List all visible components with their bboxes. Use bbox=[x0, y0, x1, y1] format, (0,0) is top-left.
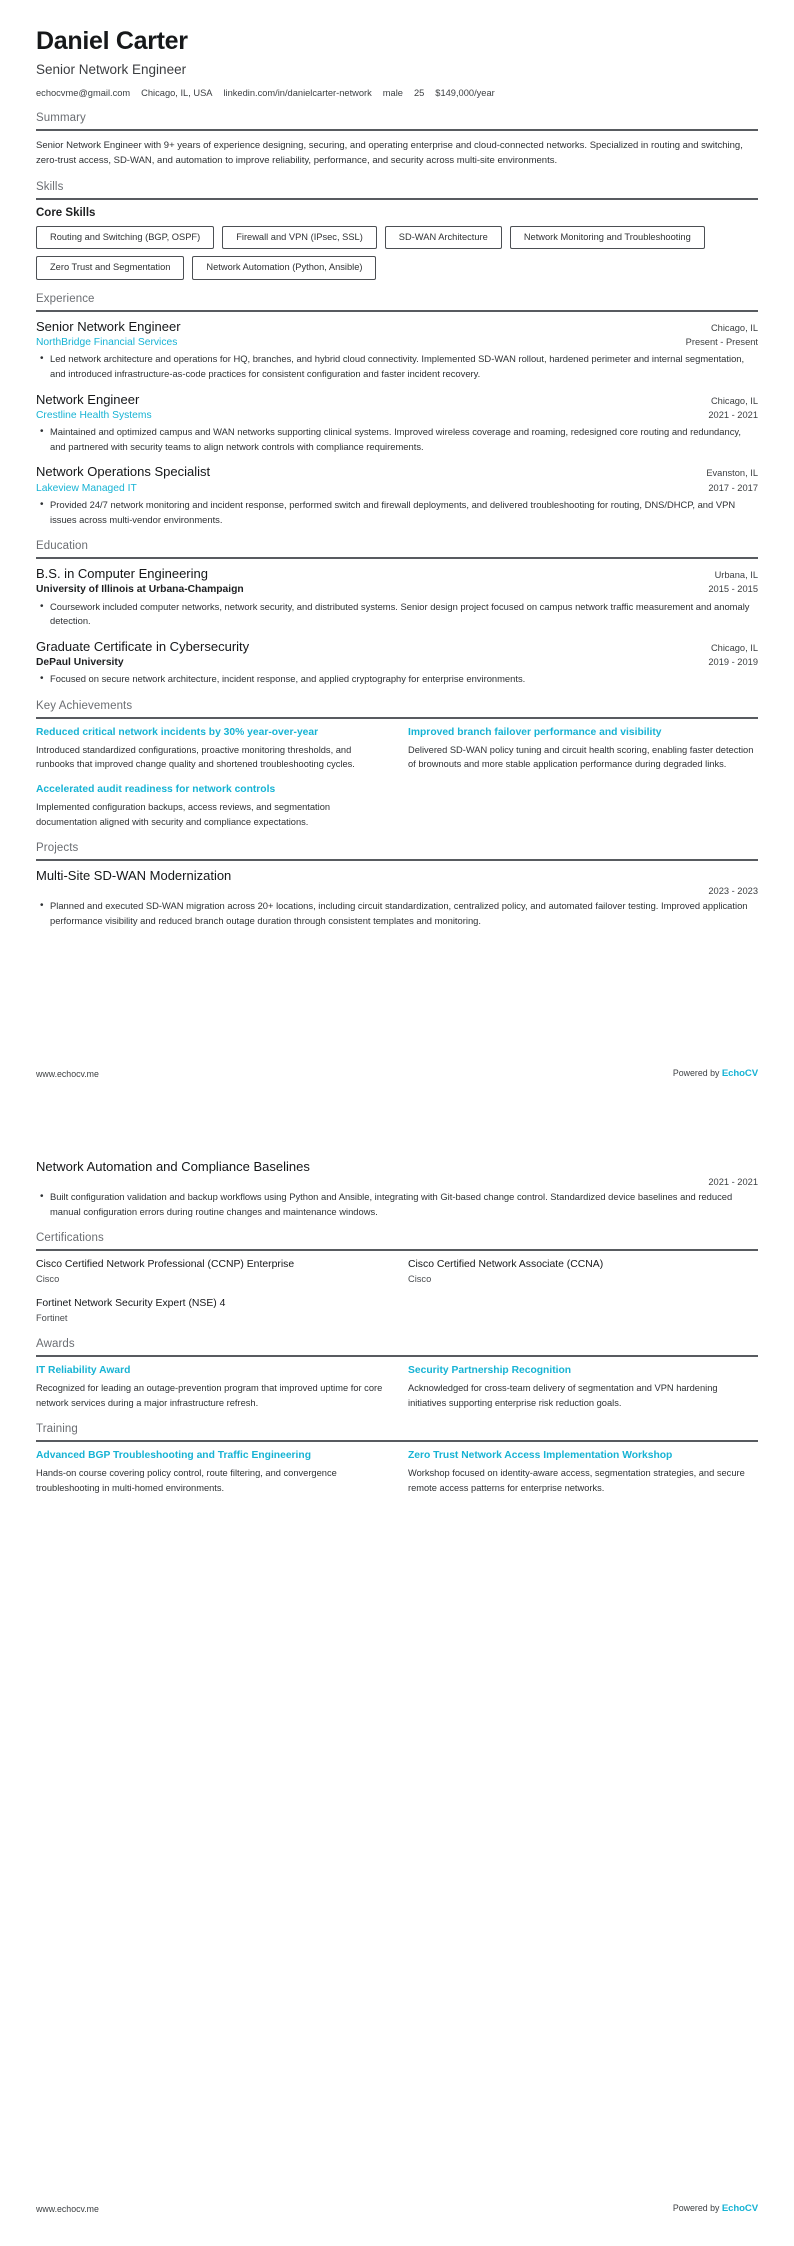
experience-entry bbox=[36, 464, 758, 527]
skill-tag: Network Monitoring and Troubleshooting bbox=[510, 226, 705, 250]
experience-job-title: Network Operations Specialist bbox=[36, 464, 211, 480]
footer-powered-label: Powered by bbox=[672, 2203, 722, 2213]
experience-company: NorthBridge Financial Services bbox=[36, 337, 178, 348]
experience-dates: Present - Present bbox=[685, 337, 758, 347]
bullet-item: • Provided 24/7 network monitoring and incident response, performed switch and firewall deployments, and delivered troubleshooting for routing, DNS/DHCP, and VPN issues across multi-vendor environments. bbox=[50, 498, 758, 527]
project-title: Network Automation and Compliance Baselines bbox=[36, 1159, 310, 1174]
footer-website[interactable]: www.echocv.me bbox=[36, 1068, 99, 1079]
skills-group-title: Core Skills bbox=[36, 206, 96, 219]
headline: Senior Network Engineer bbox=[36, 61, 187, 77]
certification-grid bbox=[36, 1258, 758, 1325]
contact-salary: $149,000/year bbox=[435, 87, 495, 98]
page-footer bbox=[36, 1068, 758, 1093]
contact-age: 25 bbox=[413, 87, 425, 98]
summary-text: Senior Network Engineer with 9+ years of experience designing, securing, and operating enterprise and cloud-connected networks. Specialized in routing and switching, zero-trust access, SD-WAN, and automation to improve reliability, performance, and security across multi-site environments. bbox=[36, 139, 743, 166]
resume-header bbox=[36, 28, 758, 99]
education-entry bbox=[36, 566, 758, 629]
section-projects bbox=[36, 842, 758, 928]
award-title: Security Partnership Recognition bbox=[408, 1365, 572, 1377]
education-bullets bbox=[36, 600, 758, 629]
bullet-item: • Led network architecture and operations for HQ, branches, and hybrid cloud connectivity. Implemented SD-WAN rollout, hardened perimeter and internal segmentation, and introduced infrastructure-as-code practices for consistent configuration and faster incident recovery. bbox=[50, 352, 758, 381]
contact-location: Chicago, IL, USA bbox=[141, 87, 213, 98]
contact-email: echocvme@gmail.com bbox=[36, 87, 131, 98]
achievement-grid bbox=[36, 726, 758, 830]
experience-job-title: Senior Network Engineer bbox=[36, 318, 181, 334]
certification-issuer: Cisco bbox=[36, 1274, 60, 1285]
certification-item bbox=[408, 1258, 758, 1286]
section-skills bbox=[36, 181, 758, 280]
award-body: Acknowledged for cross-team delivery of segmentation and VPN hardening initiatives supporting enterprise risk reduction goals. bbox=[408, 1383, 718, 1408]
section-heading-certifications: Certifications bbox=[36, 1232, 104, 1245]
footer-website[interactable]: www.echocv.me bbox=[36, 2203, 99, 2214]
education-school: University of Illinois at Urbana-Champaign bbox=[36, 584, 244, 596]
section-key-achievements bbox=[36, 700, 758, 829]
footer-powered-by bbox=[673, 1068, 758, 1079]
project-entry bbox=[36, 868, 758, 928]
training-title: Zero Trust Network Access Implementation Workshop bbox=[408, 1450, 673, 1462]
training-body: Hands-on course covering policy control, route filtering, and convergence troubleshooting in multi-homed environments. bbox=[36, 1468, 337, 1493]
experience-location: Evanston, IL bbox=[706, 468, 758, 479]
education-degree: Graduate Certificate in Cybersecurity bbox=[36, 638, 250, 654]
skill-tag: Routing and Switching (BGP, OSPF) bbox=[36, 226, 214, 250]
education-dates: 2019 - 2019 bbox=[708, 656, 758, 667]
section-divider bbox=[36, 717, 758, 719]
training-title: Advanced BGP Troubleshooting and Traffic Engineering bbox=[36, 1450, 311, 1462]
experience-dates: 2017 - 2017 bbox=[708, 482, 758, 493]
section-heading-experience: Experience bbox=[36, 292, 95, 305]
experience-entry bbox=[36, 392, 758, 455]
certification-item bbox=[36, 1258, 386, 1286]
experience-entry bbox=[36, 319, 758, 382]
footer-brand: EchoCV bbox=[721, 1068, 758, 1079]
achievement-body: Introduced standardized configurations, proactive monitoring thresholds, and runbooks that improved change quality and shortened troubleshooting cycles. bbox=[36, 744, 355, 770]
project-bullets bbox=[36, 899, 758, 928]
section-divider bbox=[36, 1249, 758, 1251]
project-title: Multi-Site SD-WAN Modernization bbox=[36, 868, 232, 883]
experience-bullets bbox=[36, 352, 758, 381]
section-heading-awards: Awards bbox=[36, 1338, 75, 1351]
award-card bbox=[408, 1364, 758, 1410]
achievement-body: Delivered SD-WAN policy tuning and circuit health scoring, enabling faster detection of brownouts and more stable application performance during degraded links. bbox=[408, 744, 754, 770]
project-dates: 2023 - 2023 bbox=[708, 886, 758, 897]
bullet-item: • Focused on secure network architecture, incident response, and applied cryptography for enterprise environments. bbox=[50, 672, 758, 687]
section-training bbox=[36, 1423, 758, 1495]
experience-bullets bbox=[36, 425, 758, 454]
section-heading-summary: Summary bbox=[36, 111, 86, 124]
education-school: DePaul University bbox=[36, 656, 124, 668]
education-bullets bbox=[36, 672, 758, 687]
award-card bbox=[36, 1364, 386, 1410]
section-divider bbox=[36, 1440, 758, 1442]
training-card bbox=[36, 1449, 386, 1495]
certification-title: Cisco Certified Network Associate (CCNA) bbox=[408, 1259, 604, 1271]
page-title: Daniel Carter bbox=[36, 27, 188, 55]
education-degree: B.S. in Computer Engineering bbox=[36, 565, 208, 581]
page-footer bbox=[36, 2203, 758, 2228]
resume-page-2 bbox=[0, 1123, 794, 2246]
bullet-item: • Coursework included computer networks, network security, and distributed systems. Senior design project focused on campus network traffic measurement and anomaly detection. bbox=[50, 600, 758, 629]
footer-powered-label: Powered by bbox=[672, 1068, 722, 1078]
certification-issuer: Cisco bbox=[408, 1274, 432, 1285]
achievement-card bbox=[36, 783, 386, 829]
footer-brand: EchoCV bbox=[721, 2203, 758, 2214]
section-education bbox=[36, 540, 758, 687]
experience-location: Chicago, IL bbox=[710, 322, 758, 333]
project-entry bbox=[36, 1159, 758, 1219]
section-experience bbox=[36, 293, 758, 527]
certification-item bbox=[36, 1297, 386, 1325]
award-grid bbox=[36, 1364, 758, 1410]
contact-line bbox=[36, 87, 758, 99]
education-entry bbox=[36, 639, 758, 687]
award-title: IT Reliability Award bbox=[36, 1365, 131, 1377]
bullet-item: • Built configuration validation and backup workflows using Python and Ansible, integrating with Git-based change control. Standardized device baselines and reduced manual configuration errors during routine changes and maintenance windows. bbox=[50, 1190, 758, 1219]
bullet-item: • Maintained and optimized campus and WAN networks supporting clinical systems. Improved wireless coverage and roaming, redesigned core routing and redundancy, and partnered with security teams to align network controls with compliance requirements. bbox=[50, 425, 758, 454]
section-awards bbox=[36, 1338, 758, 1410]
certification-title: Cisco Certified Network Professional (CCNP) Enterprise bbox=[36, 1259, 295, 1271]
section-heading-skills: Skills bbox=[36, 180, 64, 193]
section-projects-continued bbox=[36, 1159, 758, 1219]
experience-location: Chicago, IL bbox=[710, 395, 758, 406]
section-divider bbox=[36, 129, 758, 131]
skill-tag: Network Automation (Python, Ansible) bbox=[192, 256, 376, 280]
experience-company: Lakeview Managed IT bbox=[36, 482, 137, 494]
award-body: Recognized for leading an outage-prevention program that improved uptime for core network services during a major infrastructure refresh. bbox=[36, 1383, 383, 1408]
experience-company: Crestline Health Systems bbox=[36, 409, 152, 421]
section-certifications bbox=[36, 1232, 758, 1325]
section-summary bbox=[36, 112, 758, 168]
section-heading-education: Education bbox=[36, 540, 89, 553]
section-heading-key-achievements: Key Achievements bbox=[36, 699, 133, 712]
experience-job-title: Network Engineer bbox=[36, 391, 140, 407]
section-divider bbox=[36, 557, 758, 559]
education-dates: 2015 - 2015 bbox=[708, 584, 758, 595]
footer-powered-by bbox=[673, 2203, 758, 2214]
training-grid bbox=[36, 1449, 758, 1495]
skill-tag-list bbox=[36, 226, 758, 280]
section-divider bbox=[36, 859, 758, 861]
experience-bullets bbox=[36, 498, 758, 527]
certification-issuer: Fortinet bbox=[36, 1313, 68, 1324]
achievement-title: Reduced critical network incidents by 30% year-over-year bbox=[36, 726, 319, 738]
achievement-title: Accelerated audit readiness for network controls bbox=[36, 783, 276, 795]
section-divider bbox=[36, 1355, 758, 1357]
section-heading-training: Training bbox=[36, 1423, 78, 1436]
education-location: Urbana, IL bbox=[714, 569, 758, 580]
skill-tag: Firewall and VPN (IPsec, SSL) bbox=[222, 226, 377, 250]
experience-dates: 2021 - 2021 bbox=[708, 409, 758, 420]
achievement-card bbox=[36, 726, 386, 772]
achievement-body: Implemented configuration backups, access reviews, and segmentation documentation aligned with security and compliance expectations. bbox=[36, 801, 331, 827]
achievement-title: Improved branch failover performance and visibility bbox=[408, 726, 662, 738]
education-location: Chicago, IL bbox=[710, 642, 758, 653]
project-dates: 2021 - 2021 bbox=[708, 1177, 758, 1188]
skill-tag: Zero Trust and Segmentation bbox=[36, 256, 184, 280]
project-bullets bbox=[36, 1190, 758, 1219]
section-divider bbox=[36, 310, 758, 312]
section-heading-projects: Projects bbox=[36, 842, 79, 855]
skill-tag: SD-WAN Architecture bbox=[385, 226, 502, 250]
contact-linkedin[interactable]: linkedin.com/in/danielcarter-network bbox=[223, 87, 372, 98]
training-body: Workshop focused on identity-aware access, segmentation strategies, and secure remote access patterns for enterprise networks. bbox=[408, 1468, 745, 1493]
training-card bbox=[408, 1449, 758, 1495]
bullet-item: • Planned and executed SD-WAN migration across 20+ locations, including circuit standardization, centralized policy, and automated failover testing. Improved application performance visibility and reduced branch outage duration through consistent templates and monitoring. bbox=[50, 899, 758, 928]
achievement-card bbox=[408, 726, 758, 772]
section-divider bbox=[36, 198, 758, 200]
certification-title: Fortinet Network Security Expert (NSE) 4 bbox=[36, 1298, 226, 1310]
contact-gender: male bbox=[382, 87, 403, 98]
